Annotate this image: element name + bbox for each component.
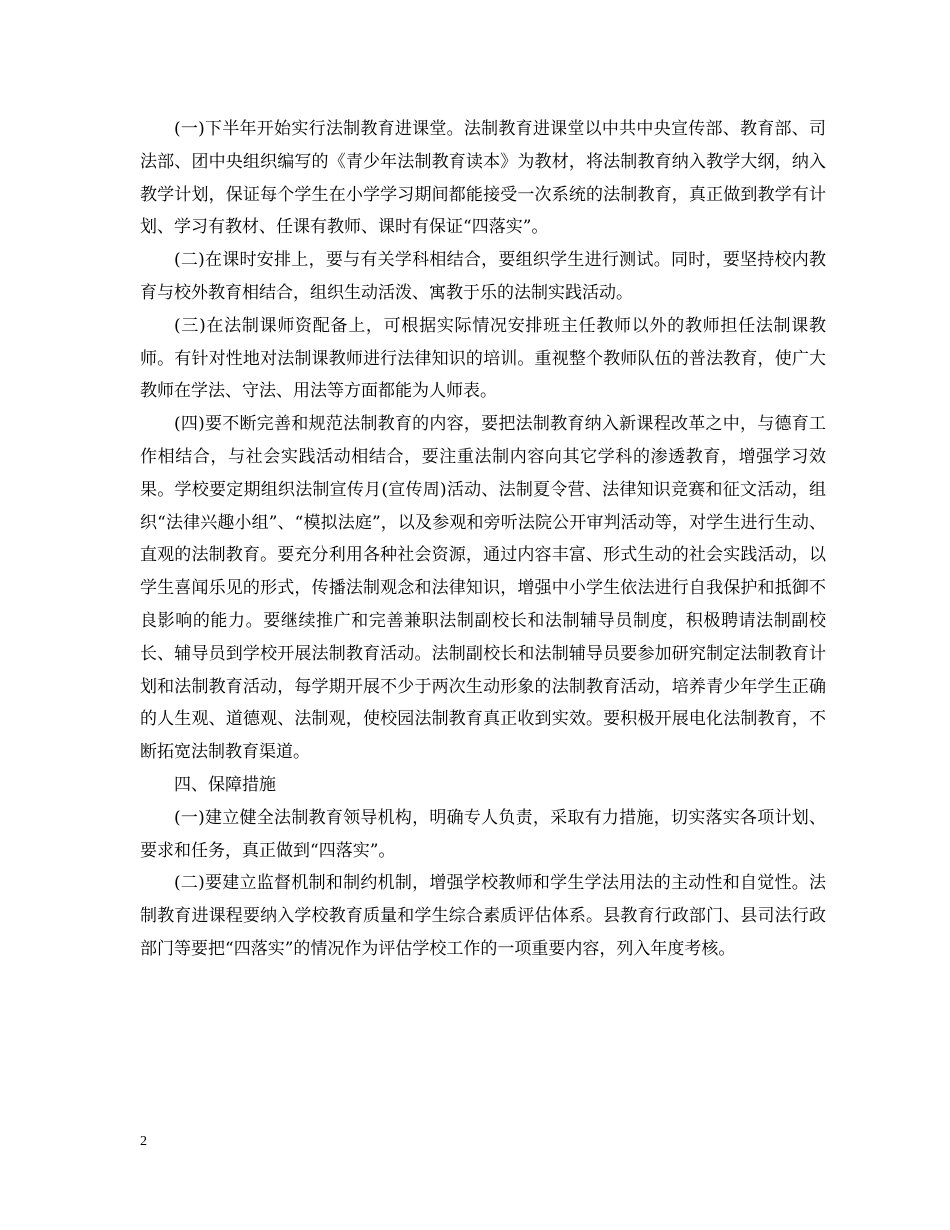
paragraph-section-3-item-2: (二)在课时安排上，要与有关学科相结合，要组织学生进行测试。同时，要坚持校内教育与校外教育相结合，组织生动活泼、寓教于乐的法制实践活动。 <box>140 250 826 303</box>
section-heading-safeguards: 四、保障措施 <box>174 774 276 795</box>
document-body <box>140 113 826 966</box>
paragraph-section-4-item-2: (二)要建立监督机制和制约机制，增强学校教师和学生学法用法的主动性和自觉性。法制教育进课程要纳入学校教育质量和学生综合素质评估体系。县教育行政部门、县司法行政部门等要把“四落实”的情况作为评估学校工作的一项重要内容，列入年度考核。 <box>140 873 826 959</box>
paragraph-section-3-item-1: (一)下半年开始实行法制教育进课堂。法制教育进课堂以中共中央宣传部、教育部、司法部、团中央组织编写的《青少年法制教育读本》为教材，将法制教育纳入教学大纲，纳入教学计划，保证每个学生在小学学习期间都能接受一次系统的法制教育，真正做到教学有计划、学习有教材、任课有教师、课时有保证“四落实”。 <box>140 119 826 238</box>
paragraph-section-3-item-3: (三)在法制课师资配备上，可根据实际情况安排班主任教师以外的教师担任法制课教师。有针对性地对法制课教师进行法律知识的培训。重视整个教师队伍的普法教育，使广大教师在学法、守法、用法等方面都能为人师表。 <box>140 315 826 402</box>
paragraph-section-4-item-1: (一)建立健全法制教育领导机构，明确专人负责，采取有力措施，切实落实各项计划、要求和任务，真正做到“四落实”。 <box>140 807 826 861</box>
paragraph-section-3-item-4: (四)要不断完善和规范法制教育的内容，要把法制教育纳入新课程改革之中，与德育工作相结合，与社会实践活动相结合，要注重法制内容向其它学科的渗透教育，增强学习效果。学校要定期组织法制宣传月(宣传周)活动、法制夏令营、法律知识竞赛和征文活动，组织“法律兴趣小组”、“模拟法庭”，以及参观和旁听法院公开审判活动等，对学生进行生动、直观的法制教育。要充分利用各种社会资源，通过内容丰富、形式生动的社会实践活动，以学生喜闻乐见的形式，传播法制观念和法律知识，增强中小学生依法进行自我保护和抵御不良影响的能力。要继续推广和完善兼职法制副校长和法制辅导员制度，积极聘请法制副校长、辅导员到学校开展法制教育活动。法制副校长和法制辅导员要参加研究制定法制教育计划和法制教育活动，每学期开展不少于两次生动形象的法制教育活动，培养青少年学生正确的人生观、道德观、法制观，使校园法制教育真正收到实效。要积极开展电化法制教育，不断拓宽法制教育渠道。 <box>140 414 826 763</box>
page-number: 2 <box>140 1134 147 1149</box>
